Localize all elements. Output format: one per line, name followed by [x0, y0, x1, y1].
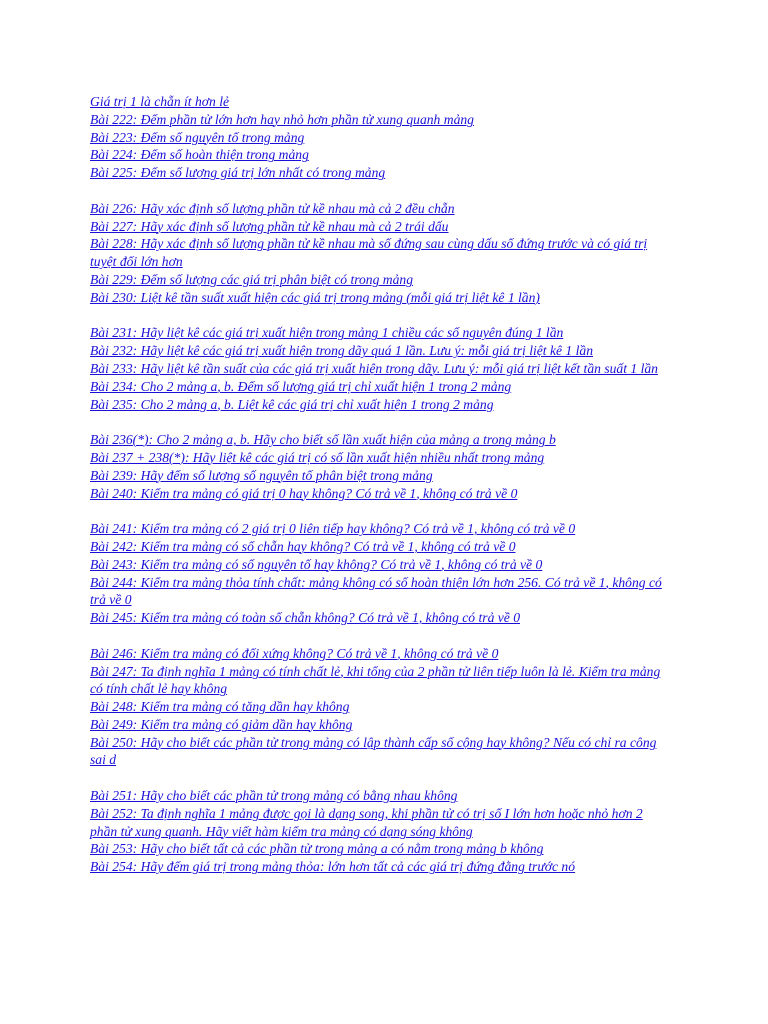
exercise-link[interactable]: Bài 237 + 238(*): Hãy liệt kê các giá trị có số lần xuất hiện nhiều nhất trong mảng — [90, 449, 545, 465]
exercise-link[interactable]: Bài 232: Hãy liệt kê các giá trị xuất hiện trong dãy quá 1 lần. Lưu ý: mỗi giá trị liệt kê 1 lần — [90, 343, 593, 359]
exercise-link[interactable]: Bài 226: Hãy xác định số lượng phần tử kề nhau mà cả 2 đều chẵn — [90, 200, 455, 216]
exercise-link[interactable]: Bài 229: Đếm số lượng các giá trị phân biệt có trong mảng — [90, 271, 414, 287]
exercise-link[interactable]: Bài 253: Hãy cho biết tất cả các phần tử trong mảng a có nằm trong mảng b không — [90, 841, 544, 857]
exercise-link[interactable]: Bài 227: Hãy xác định số lượng phần tử kề nhau mà cả 2 trái dấu — [90, 218, 449, 234]
exercise-link[interactable]: Bài 234: Cho 2 mảng a, b. Đếm số lượng giá trị chỉ xuất hiện 1 trong 2 mảng — [90, 378, 512, 394]
exercise-link[interactable]: Bài 228: Hãy xác định số lượng phần tử kề nhau mà số đứng sau cùng dấu số đứng trước và có giá trị tuyệt đối lớn hơn — [90, 236, 648, 270]
exercise-link[interactable]: Bài 244: Kiểm tra mảng thỏa tính chất: mảng không có số hoàn thiện lớn hơn 256. Có trả về 1, không có trả về 0 — [90, 574, 662, 608]
exercise-link[interactable]: Bài 240: Kiểm tra mảng có giá trị 0 hay không? Có trả về 1, không có trả về 0 — [90, 485, 518, 501]
exercise-link[interactable]: Bài 248: Kiểm tra mảng có tăng dần hay không — [90, 699, 350, 715]
exercise-link[interactable]: Bài 247: Ta định nghĩa 1 mảng có tính chất lẻ, khi tổng của 2 phần tử liên tiếp luôn là lẻ. Kiểm tra mảng có tính chất lẻ hay không — [90, 663, 661, 697]
exercise-link[interactable]: Bài 243: Kiểm tra mảng có số nguyên tố hay không? Có trả về 1, không có trả về 0 — [90, 556, 543, 572]
exercise-link[interactable]: Bài 251: Hãy cho biết các phần tử trong mảng có bằng nhau không — [90, 788, 458, 804]
exercise-link[interactable]: Bài 231: Hãy liệt kê các giá trị xuất hiện trong mảng 1 chiều các số nguyên đúng 1 lần — [90, 325, 564, 341]
exercise-link[interactable]: Bài 246: Kiểm tra mảng có đối xứng không? Có trả về 1, không có trả về 0 — [90, 645, 499, 661]
exercise-link[interactable]: Bài 235: Cho 2 mảng a, b. Liệt kê các giá trị chỉ xuất hiện 1 trong 2 mảng — [90, 396, 494, 412]
exercise-link[interactable]: Bài 224: Đếm số hoàn thiện trong mảng — [90, 147, 309, 163]
exercise-link[interactable]: Bài 254: Hãy đếm giá trị trong mảng thỏa: lớn hơn tất cả các giá trị đứng đằng trước nó — [90, 859, 576, 875]
exercise-link[interactable]: Bài 242: Kiểm tra mảng có số chẵn hay không? Có trả về 1, không có trả về 0 — [90, 538, 516, 554]
exercise-link[interactable]: Bài 241: Kiểm tra mảng có 2 giá trị 0 liên tiếp hay không? Có trả về 1, không có trả về 0 — [90, 521, 576, 537]
exercise-group-4 — [90, 431, 672, 502]
exercise-link[interactable]: Bài 245: Kiểm tra mảng có toàn số chẵn không? Có trả về 1, không có trả về 0 — [90, 610, 521, 626]
exercise-link[interactable]: Bài 250: Hãy cho biết các phần tử trong mảng có lập thành cấp số cộng hay không? Nếu có chỉ ra công sai d — [90, 734, 657, 768]
exercise-link[interactable]: Bài 236(*): Cho 2 mảng a, b. Hãy cho biết số lần xuất hiện của mảng a trong mảng b — [90, 432, 556, 448]
exercise-link[interactable]: Bài 223: Đếm số nguyên tố trong mảng — [90, 129, 305, 145]
exercise-group-5 — [90, 520, 672, 627]
exercise-link[interactable]: Bài 239: Hãy đếm số lượng số nguyên tố phân biệt trong mảng — [90, 467, 433, 483]
exercise-group-7 — [90, 787, 672, 876]
exercise-link[interactable]: Bài 225: Đếm số lượng giá trị lớn nhất có trong mảng — [90, 165, 386, 181]
exercise-group-1 — [90, 93, 672, 182]
exercise-link[interactable]: Bài 249: Kiểm tra mảng có giảm dần hay không — [90, 716, 353, 732]
exercise-link[interactable]: Bài 252: Ta định nghĩa 1 mảng được gọi là dạng song, khi phần tử có trị số I lớn hơn hoặc nhỏ hơn 2 phần tử xung quanh. Hãy viết hàm kiểm tra mảng có dạng sóng không — [90, 805, 643, 839]
document-page — [90, 93, 672, 876]
exercise-link[interactable]: Giá trị 1 là chẵn ít hơn lẻ — [90, 94, 230, 109]
exercise-group-6 — [90, 645, 672, 770]
exercise-link[interactable]: Bài 230: Liệt kê tần suất xuất hiện các giá trị trong mảng (mỗi giá trị liệt kê 1 lần) — [90, 289, 540, 305]
exercise-group-3 — [90, 324, 672, 413]
exercise-link[interactable]: Bài 222: Đếm phần tử lớn hơn hay nhỏ hơn phần tử xung quanh mảng — [90, 111, 474, 127]
exercise-link[interactable]: Bài 233: Hãy liệt kê tần suất của các giá trị xuất hiện trong dãy. Lưu ý: mỗi giá trị liệt kết tần suất 1 lần — [90, 360, 658, 376]
exercise-group-2 — [90, 200, 672, 307]
